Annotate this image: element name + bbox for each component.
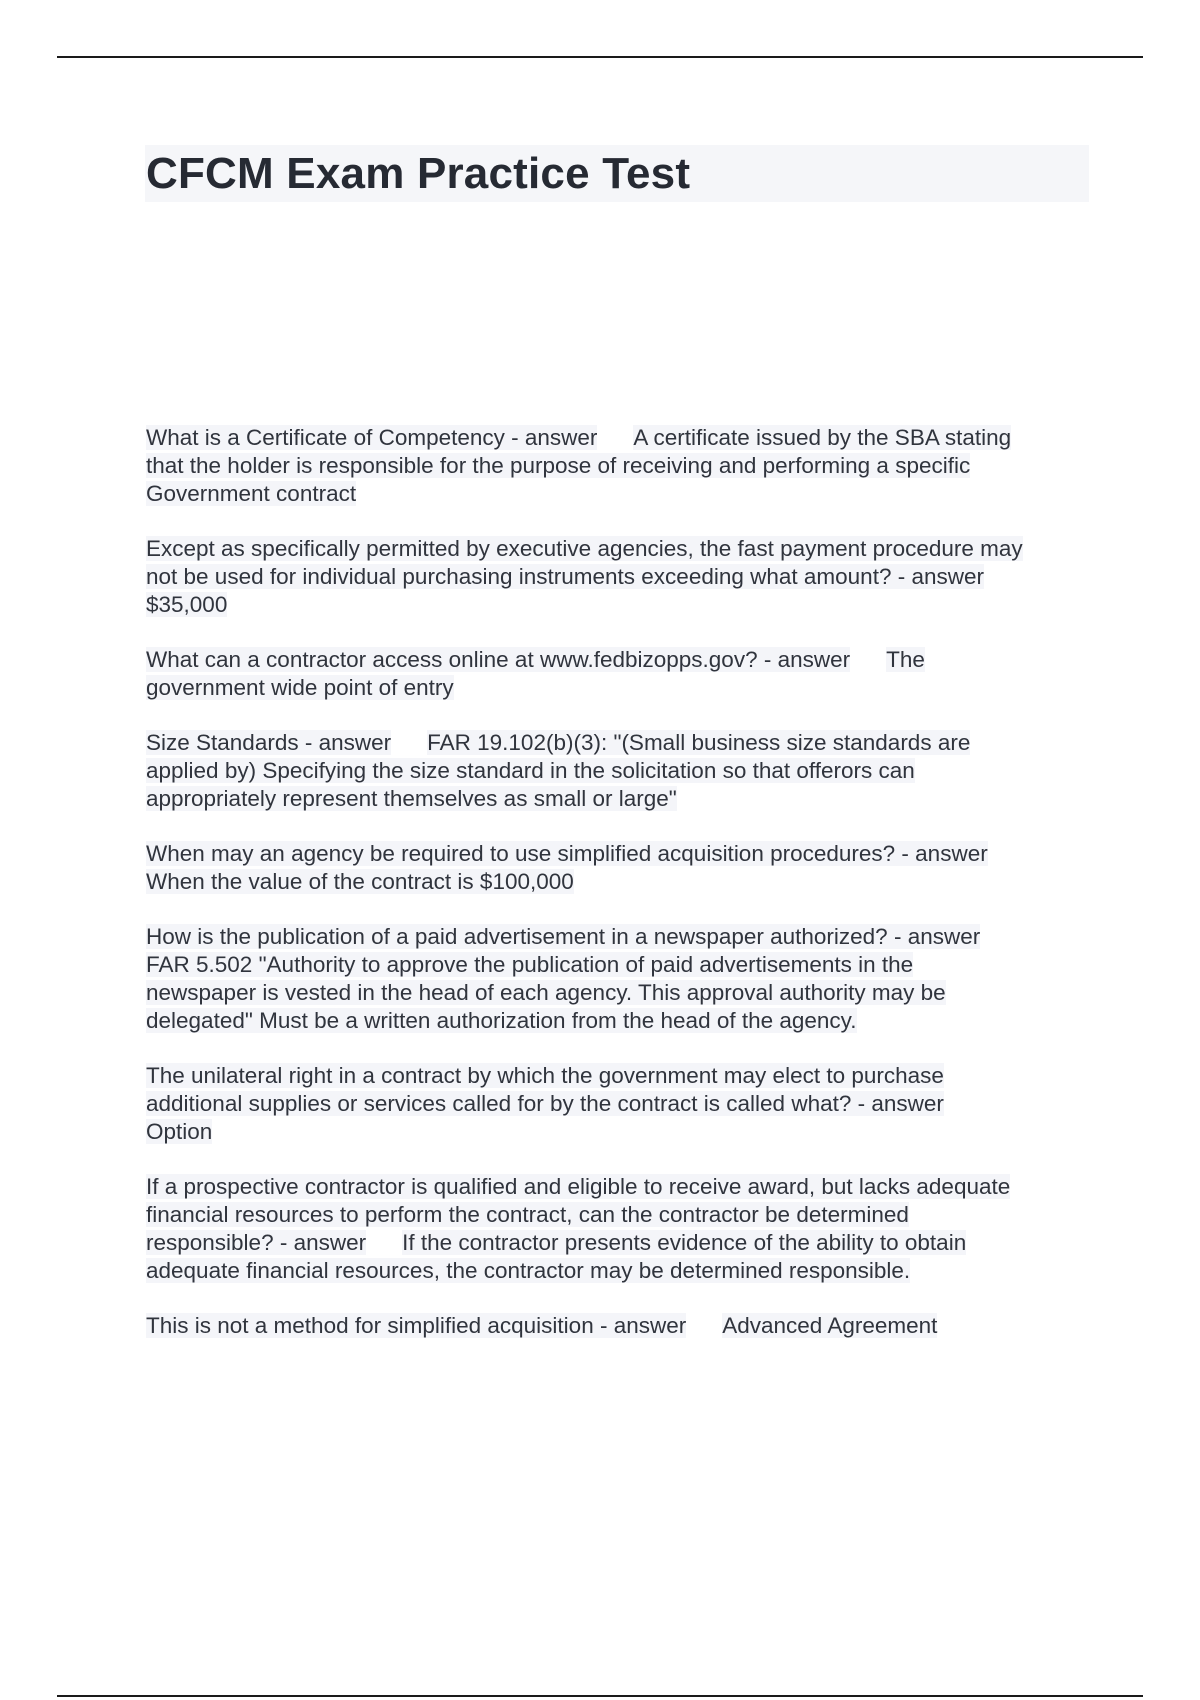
qa-line bbox=[146, 951, 1096, 979]
qa-line bbox=[146, 1173, 1096, 1201]
qa-text: If a prospective contractor is qualified and eligible to receive award, but lacks adequate bbox=[146, 1174, 1011, 1199]
qa-list bbox=[146, 424, 1096, 1367]
qa-question-text: What is a Certificate of Competency - answer bbox=[146, 425, 598, 450]
qa-line bbox=[146, 757, 1096, 785]
qa-text: newspaper is vested in the head of each agency. This approval authority may be bbox=[146, 980, 946, 1005]
qa-text: $35,000 bbox=[146, 592, 228, 617]
qa-line bbox=[146, 1229, 1096, 1257]
qa-text: When the value of the contract is $100,000 bbox=[146, 869, 574, 894]
qa-line bbox=[146, 424, 1096, 452]
qa-item bbox=[146, 646, 1096, 702]
qa-question-text: This is not a method for simplified acquisition - answer bbox=[146, 1313, 687, 1338]
qa-text: that the holder is responsible for the purpose of receiving and performing a specific bbox=[146, 453, 971, 478]
qa-item bbox=[146, 424, 1096, 508]
qa-item bbox=[146, 729, 1096, 813]
qa-line bbox=[146, 480, 1096, 508]
qa-line bbox=[146, 1201, 1096, 1229]
qa-text: When may an agency be required to use simplified acquisition procedures? - answer bbox=[146, 841, 988, 866]
qa-item bbox=[146, 1173, 1096, 1285]
qa-text: delegated" Must be a written authorization from the head of the agency. bbox=[146, 1008, 857, 1033]
qa-question-text: Size Standards - answer bbox=[146, 730, 392, 755]
qa-line bbox=[146, 674, 1096, 702]
qa-text: The unilateral right in a contract by which the government may elect to purchase bbox=[146, 1063, 944, 1088]
qa-line bbox=[146, 646, 1096, 674]
qa-line bbox=[146, 1090, 1096, 1118]
qa-answer-text: If the contractor presents evidence of the ability to obtain bbox=[402, 1230, 967, 1255]
qa-answer-text: FAR 19.102(b)(3): "(Small business size standards are bbox=[427, 730, 971, 755]
qa-question-text: What can a contractor access online at www.fedbizopps.gov? - answer bbox=[146, 647, 851, 672]
qa-item bbox=[146, 535, 1096, 619]
qa-line bbox=[146, 452, 1096, 480]
qa-text: applied by) Specifying the size standard in the solicitation so that offerors can bbox=[146, 758, 915, 783]
qa-line bbox=[146, 1007, 1096, 1035]
bottom-rule bbox=[57, 1695, 1143, 1697]
qa-question-text: responsible? - answer bbox=[146, 1230, 367, 1255]
qa-text: additional supplies or services called for by the contract is called what? - answer bbox=[146, 1091, 944, 1116]
qa-line bbox=[146, 868, 1096, 896]
qa-text: FAR 5.502 "Authority to approve the publication of paid advertisements in the bbox=[146, 952, 914, 977]
qa-line bbox=[146, 785, 1096, 813]
qa-item bbox=[146, 1062, 1096, 1146]
qa-line bbox=[146, 923, 1096, 951]
qa-line bbox=[146, 1118, 1096, 1146]
qa-text: government wide point of entry bbox=[146, 675, 454, 700]
qa-line bbox=[146, 729, 1096, 757]
qa-answer-text: Advanced Agreement bbox=[722, 1313, 938, 1338]
qa-text: Option bbox=[146, 1119, 213, 1144]
qa-text: adequate financial resources, the contractor may be determined responsible. bbox=[146, 1258, 911, 1283]
qa-item bbox=[146, 923, 1096, 1035]
qa-item bbox=[146, 1312, 1096, 1340]
qa-line bbox=[146, 563, 1096, 591]
qa-item bbox=[146, 840, 1096, 896]
qa-answer-text: The bbox=[886, 647, 925, 672]
qa-text: Except as specifically permitted by executive agencies, the fast payment procedure may bbox=[146, 536, 1023, 561]
qa-text: financial resources to perform the contract, can the contractor be determined bbox=[146, 1202, 909, 1227]
qa-text: Government contract bbox=[146, 481, 357, 506]
qa-line bbox=[146, 1312, 1096, 1340]
page-title: CFCM Exam Practice Test bbox=[146, 149, 691, 198]
qa-line bbox=[146, 535, 1096, 563]
top-rule bbox=[57, 56, 1143, 58]
qa-line bbox=[146, 591, 1096, 619]
qa-text: appropriately represent themselves as small or large" bbox=[146, 786, 677, 811]
qa-text: How is the publication of a paid advertisement in a newspaper authorized? - answer bbox=[146, 924, 981, 949]
qa-answer-text: A certificate issued by the SBA stating bbox=[633, 425, 1012, 450]
qa-line bbox=[146, 1257, 1096, 1285]
qa-text: not be used for individual purchasing instruments exceeding what amount? - answer bbox=[146, 564, 984, 589]
qa-line bbox=[146, 840, 1096, 868]
qa-line bbox=[146, 1062, 1096, 1090]
qa-line bbox=[146, 979, 1096, 1007]
